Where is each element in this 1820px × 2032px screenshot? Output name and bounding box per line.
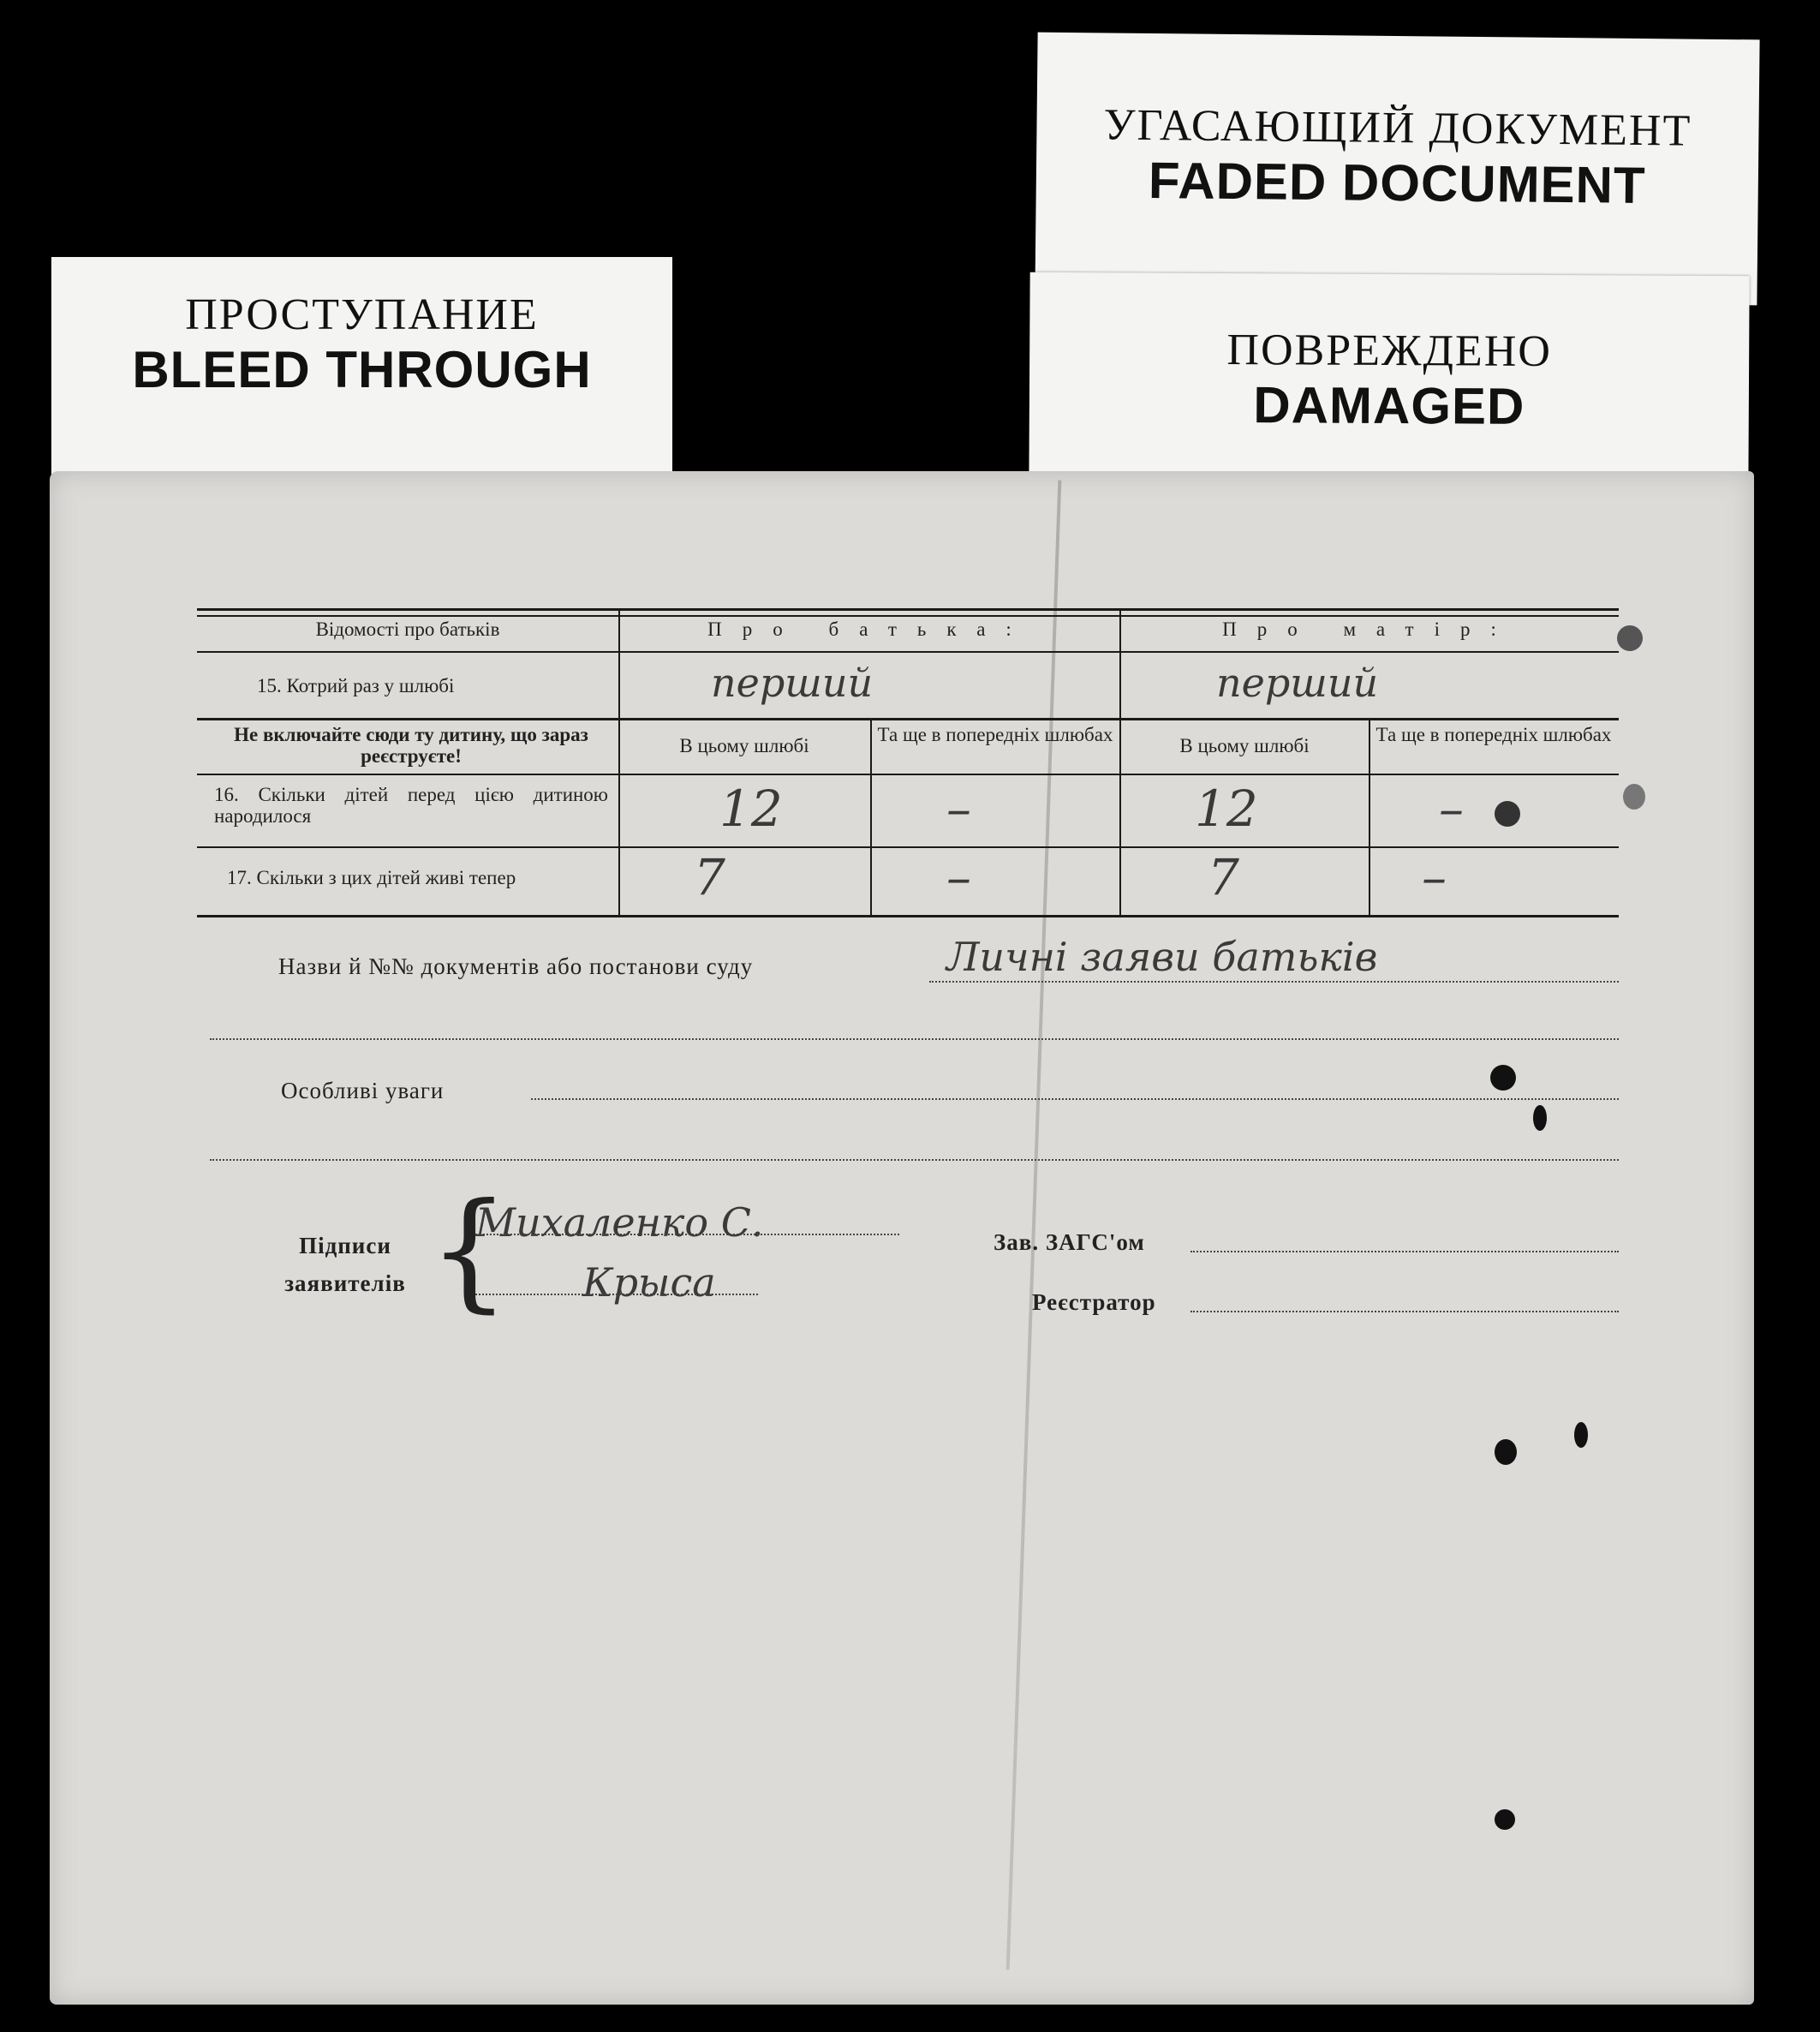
- damage-mark-1: [1617, 625, 1643, 651]
- damage-mark-5: [1533, 1105, 1547, 1131]
- col-divider-1: [618, 610, 620, 915]
- damage-mark-3: [1495, 801, 1520, 827]
- row17-mother-prev: –: [1422, 848, 1447, 906]
- bleed-through-ru: ПРОСТУПАНИЕ: [185, 290, 539, 339]
- damage-mark-7: [1574, 1422, 1588, 1448]
- row15-label: 15. Котрий раз у шлюбі: [257, 675, 455, 696]
- col-divider-2: [1119, 610, 1121, 915]
- damaged-ru: ПОВРЕЖДЕНО: [1226, 326, 1553, 376]
- row16-mother-this: 12: [1195, 780, 1258, 838]
- row16-father-prev: –: [946, 780, 971, 838]
- header-parents: Відомості про батьків: [315, 619, 500, 640]
- row17-father-this: 7: [694, 848, 725, 906]
- bleed-through-en: BLEED THROUGH: [132, 341, 592, 398]
- documents-label: Назви й №№ документів або постанови суду: [278, 953, 754, 979]
- signature-line-2: [475, 1294, 758, 1295]
- faded-document-en: FADED DOCUMENT: [1148, 151, 1646, 215]
- documents-line-2: [210, 1038, 1619, 1040]
- documents-line-1: [929, 981, 1619, 983]
- subheader-father-prev: Та ще в попередніх шлюбах: [877, 724, 1113, 745]
- zags-line: [1190, 1251, 1619, 1252]
- header-bottom-rule: [197, 651, 1619, 653]
- header-mother: Про матір:: [1222, 619, 1517, 640]
- subheader-mother-this: В цьому шлюбі: [1179, 735, 1310, 756]
- row15-father-value: перший: [711, 660, 874, 706]
- row17-father-prev: –: [946, 848, 971, 906]
- signatures-brace: {: [428, 1176, 510, 1325]
- damaged-en: DAMAGED: [1253, 376, 1525, 435]
- signature-line-1: [475, 1234, 899, 1235]
- table-top-rule: [197, 608, 1619, 611]
- registrar-line: [1190, 1311, 1619, 1312]
- remarks-line-1: [531, 1098, 1619, 1100]
- damage-mark-6: [1495, 1439, 1517, 1465]
- documents-value: Личні заяви батьків: [946, 934, 1378, 980]
- signature-2: Крыса: [582, 1259, 716, 1306]
- faded-document-ru: УГАСАЮЩИЙ ДОКУМЕНТ: [1103, 100, 1692, 156]
- subheader-note: Не включайте сюди ту дитину, що зараз реєструєте!: [234, 724, 588, 767]
- remarks-label: Особливі уваги: [281, 1078, 445, 1103]
- bleed-through-tag: [51, 257, 672, 505]
- row15-bottom-rule: [197, 718, 1619, 720]
- remarks-line-2: [210, 1159, 1619, 1161]
- zags-label: Зав. ЗАГС'ом: [994, 1229, 1145, 1255]
- row16-bottom-rule: [197, 846, 1619, 848]
- damage-mark-8: [1495, 1809, 1515, 1830]
- subheader-mother-prev: Та ще в попередніх шлюбах: [1375, 724, 1612, 745]
- table-top-rule-2: [197, 615, 1619, 617]
- header-father: Про батька:: [707, 619, 1032, 640]
- faded-document-tag: [1035, 33, 1759, 306]
- row16-father-this: 12: [719, 780, 783, 838]
- damage-mark-2: [1623, 784, 1645, 810]
- registrar-label: Реєстратор: [1032, 1289, 1156, 1315]
- table-bottom-rule: [197, 915, 1619, 917]
- signature-1: Михаленко С.: [475, 1199, 764, 1246]
- row17-label: 17. Скільки з цих дітей живі тепер: [227, 867, 516, 888]
- subheader-father-this: В цьому шлюбі: [679, 735, 809, 756]
- row16-label: 16. Скільки дітей перед цією дитиною народилося: [214, 784, 608, 827]
- row15-mother-value: перший: [1216, 660, 1379, 706]
- signatures-label: Підписи заявителів: [284, 1233, 406, 1296]
- col-divider-3: [870, 720, 872, 915]
- damage-mark-4: [1490, 1065, 1516, 1091]
- damaged-tag: [1029, 272, 1749, 490]
- subheader-bottom-rule: [197, 774, 1619, 775]
- row17-mother-this: 7: [1208, 848, 1239, 906]
- row16-mother-prev: –: [1439, 780, 1464, 838]
- col-divider-4: [1369, 720, 1370, 915]
